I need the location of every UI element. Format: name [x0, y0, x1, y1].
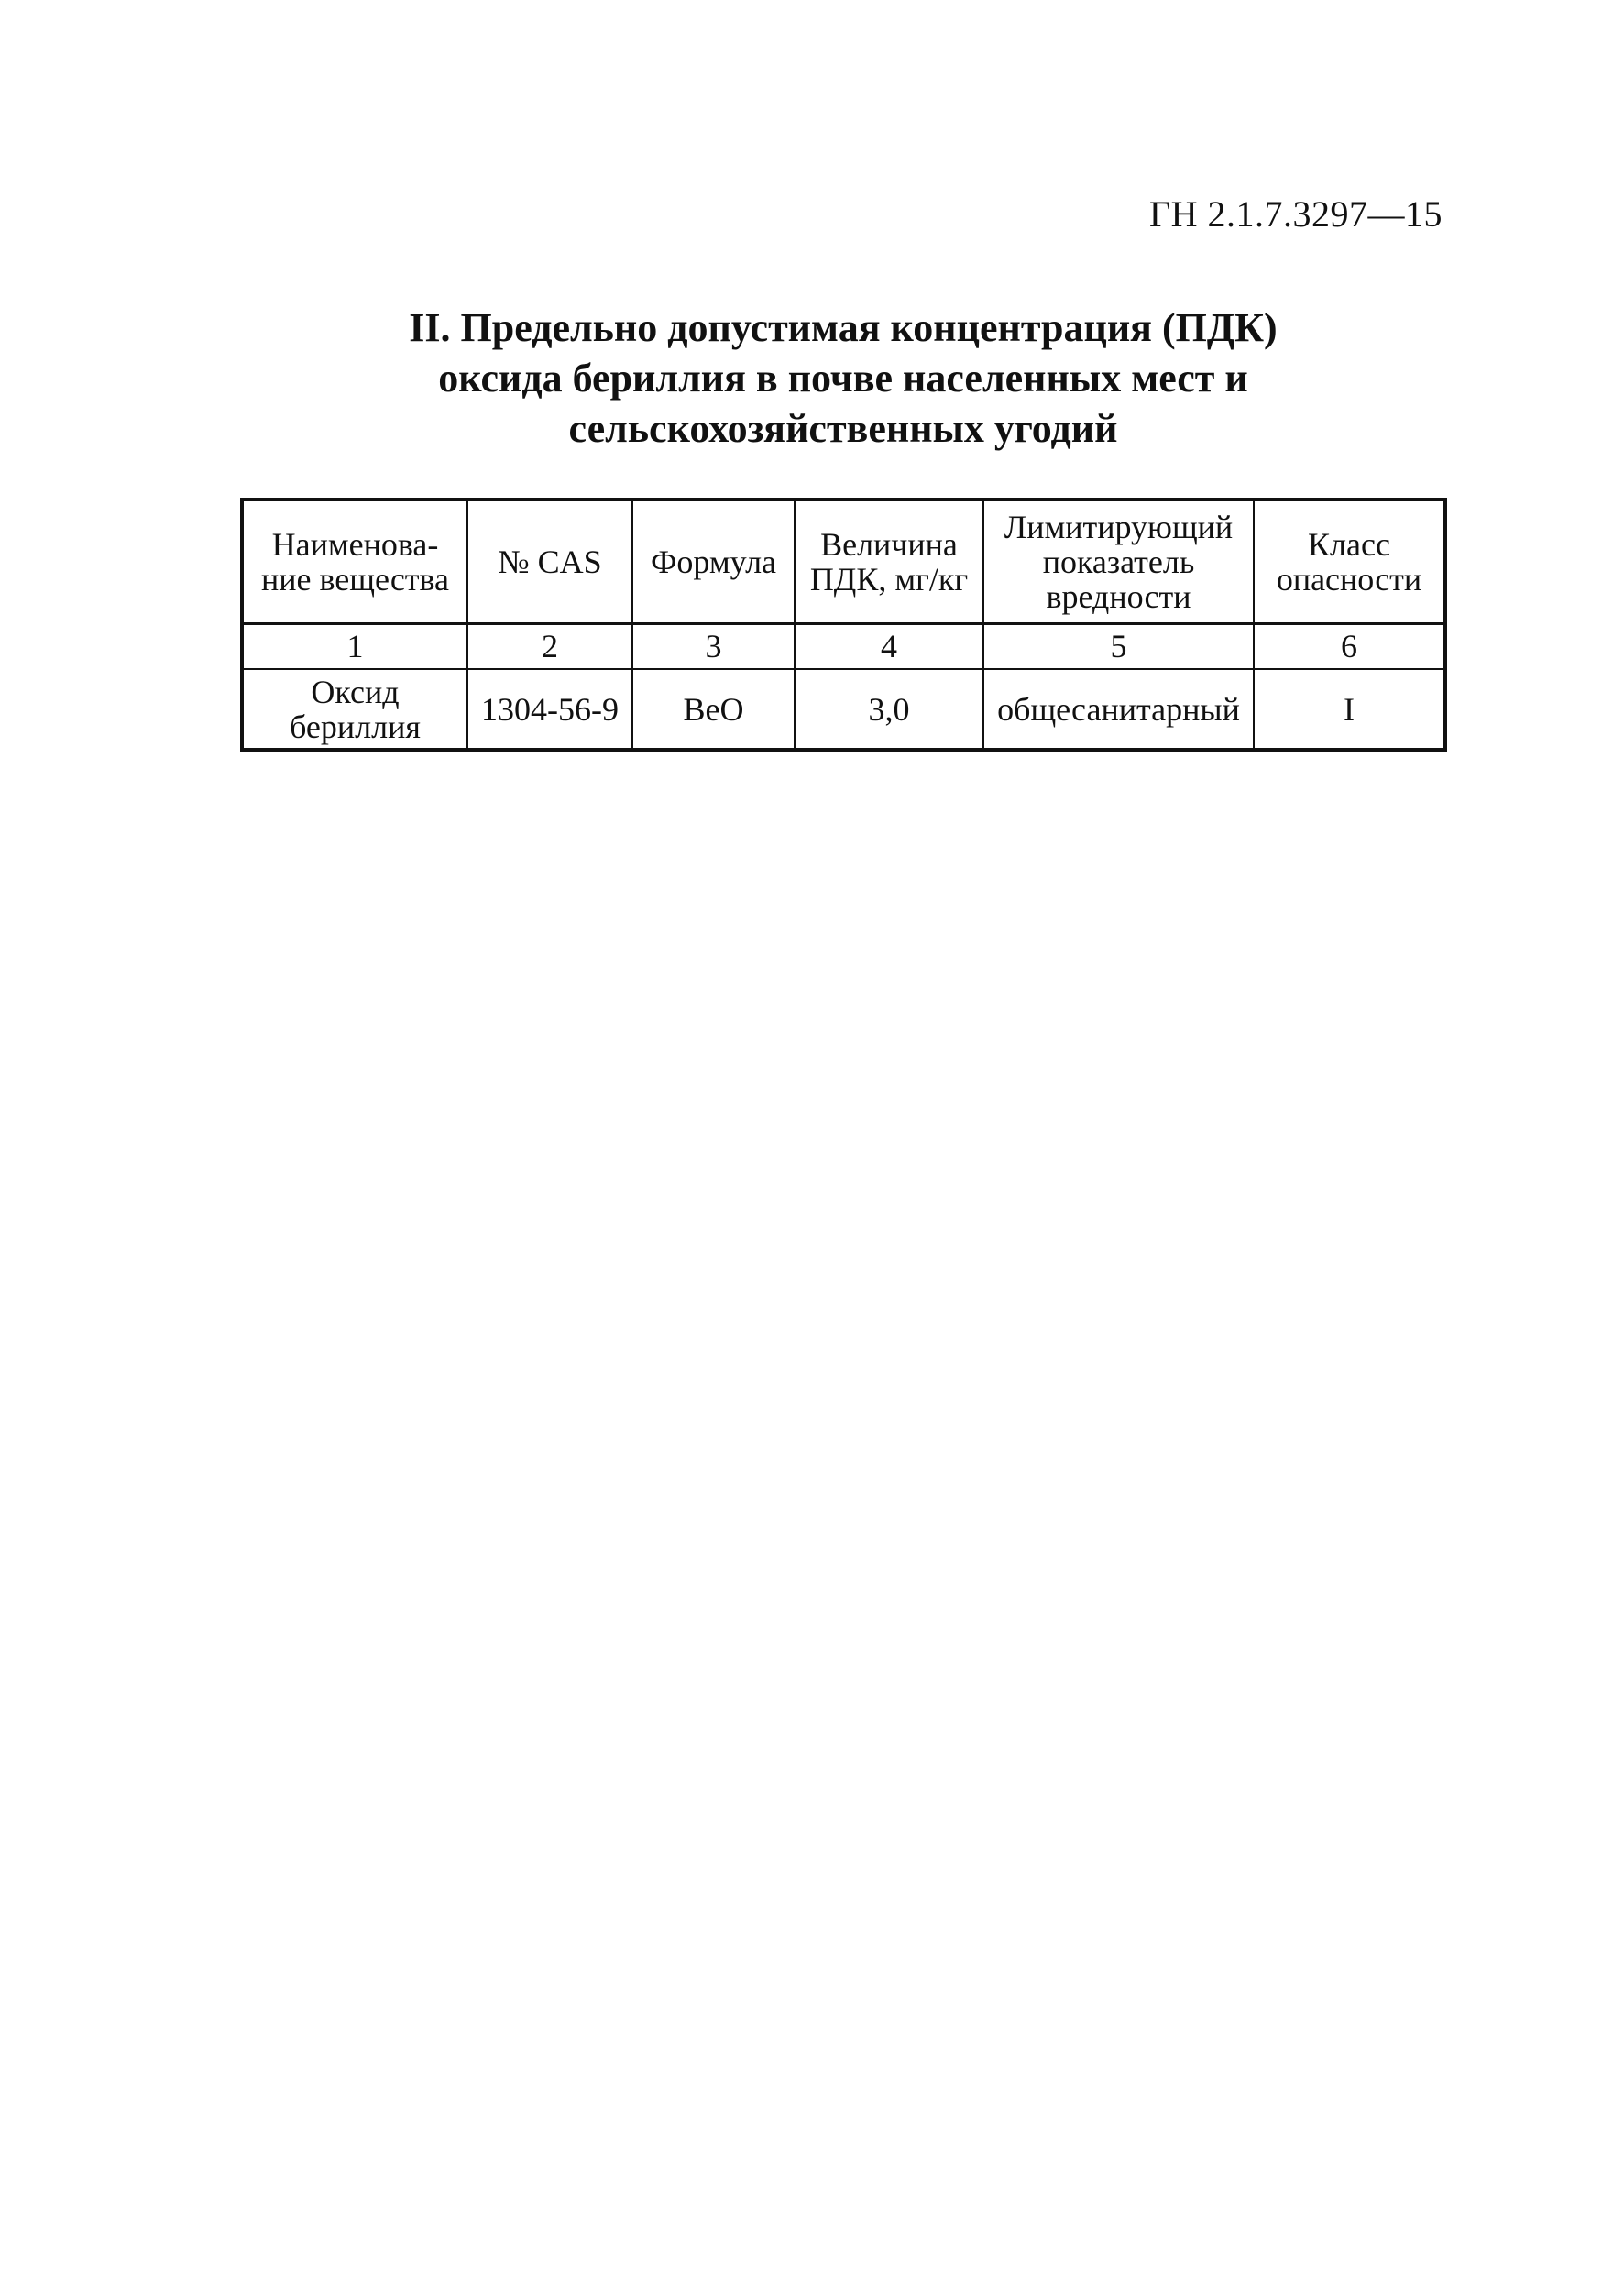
section-title-line: II. Предельно допустимая концентрация (ПДК) — [409, 305, 1278, 350]
header-text-line: Лимитирующий — [1004, 508, 1234, 545]
header-text-line: Наименова- — [271, 525, 439, 563]
column-header-substance-name — [242, 500, 467, 623]
section-title-line: сельскохозяйственных угодий — [568, 406, 1118, 451]
column-number: 2 — [467, 623, 632, 669]
header-text-line: вредности — [1046, 577, 1191, 615]
header-text-line: ние вещества — [260, 560, 450, 598]
cell-limiting-indicator: общесанитарный — [983, 669, 1254, 750]
header-text-line: опасности — [1276, 560, 1422, 598]
column-number-row — [242, 623, 1445, 669]
column-number: 5 — [983, 623, 1254, 669]
table-header-row — [242, 500, 1445, 623]
header-text-line: Класс — [1308, 525, 1390, 563]
column-header-hazard-class — [1254, 500, 1445, 623]
column-number: 4 — [795, 623, 983, 669]
header-text-line: Величина — [820, 525, 958, 563]
cell-formula: BeO — [632, 669, 795, 750]
column-number: 6 — [1254, 623, 1445, 669]
header-text-line: № CAS — [498, 543, 602, 580]
cell-text-line: бериллия — [290, 708, 421, 745]
cell-substance-name — [242, 669, 467, 750]
column-header-cas — [467, 500, 632, 623]
column-header-limiting-indicator — [983, 500, 1254, 623]
section-title — [183, 302, 1503, 454]
table-row — [242, 669, 1445, 750]
header-text-line: ПДК, мг/кг — [809, 560, 969, 598]
column-number: 3 — [632, 623, 795, 669]
column-header-pdk-value — [795, 500, 983, 623]
header-text-line: Формула — [650, 543, 777, 580]
document-code: ГН 2.1.7.3297—15 — [1148, 193, 1443, 235]
section-title-line: оксида бериллия в почве населенных мест и — [438, 356, 1248, 401]
column-number: 1 — [242, 623, 467, 669]
header-text-line: показатель — [1042, 543, 1195, 580]
cell-text-line: Оксид — [311, 673, 400, 710]
column-header-formula — [632, 500, 795, 623]
cell-cas: 1304-56-9 — [467, 669, 632, 750]
pdk-table — [240, 498, 1447, 752]
cell-hazard-class: I — [1254, 669, 1445, 750]
cell-pdk-value: 3,0 — [795, 669, 983, 750]
